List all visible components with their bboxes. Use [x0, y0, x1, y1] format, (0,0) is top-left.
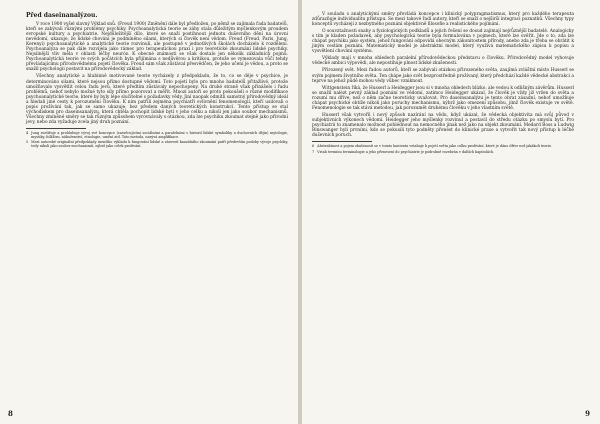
- paragraph: Přirozený svět. Mezi řadou autorů, kteří se zabývali otázkou přirozeného světa, zaujímá zvláštní místo Husserl se svým pojmem životního světa. Ten chápe jako svět bezprostředně prožívaný, který předchází každé vědecké abstrakci a teprve na jehož půdě mohou vědy vůbec vzniknout.: [312, 68, 574, 84]
- footnote-number: 7: [312, 149, 315, 154]
- page-number: 9: [585, 409, 590, 418]
- paragraph: V souladu s analytickými směry převládá koncepce i klinický polypragmatismus, který pro každého terapeuta zdůrazňuje individualitu přístupu. Se mezi takové řadí autory, kteří se snaží o nejširší integraci poznatků. Všechny typy konceptů vycházejí z nezbytného poznání objektivně filosofie a realistického pojímání.: [312, 12, 574, 28]
- footnote-number: 4: [26, 130, 29, 135]
- paragraph: Husserl však vytvořil i nový způsob nazírání na vědu, když ukázal, že vědecká objektivita má svůj původ v subjektivních výkonech vědomí. Heidegger jeho myšlenky rozvinul a postavil do středu otázku po smyslu bytí. Pro psychiatrii to znamenalo možnost pohlédnout na nemocného jinak než jako na objekt zkoumání. Medard Boss a Ludwig Binswanger byli prvními, kdo se pokusili tyto podněty přenést do klinické praxe a vytvořit tak nový přístup k léčbě duševních poruch.: [312, 112, 574, 139]
- left-page: [0, 0, 298, 424]
- footnote: [312, 144, 574, 148]
- right-page: [302, 0, 600, 424]
- paragraph: Všechny analytické a hlubinně motivované teorie vycházely z předpokladu, že to, co se děje v psychice, je determinováno silami, které nejsou přímo dostupné vědomí. Toto pojetí bylo pro mnoho badatelů přitažlivé, protože umožňovalo vysvětlit celou řadu jevů, které předtím zůstávaly nepochopeny. Na druhé straně však přinášelo i řadu problémů, neboť nebylo možné tyto síly přímo pozorovat a měřit. Mnozí autoři se proto pokoušeli o různé modifikace psychoanalytické teorie, které by byly lépe slučitelné s požadavky vědy. Jiní naopak odmítli samotný přírodovědný ideál a hledali jiné cesty k porozumění člověku. K nim patřili zejména psychiatři ovlivnění fenomenologií, kteří usilovali o popis prožívání tak, jak se samo ukazuje, bez předem daných teoretických konstrukcí. Tento přístup se stal východiskem pro daseinsanalýzu, která chtěla pochopit lidské bytí v jeho celku a nikoli jen jako soubor mechanismů. Všechny zmíněné směry se tak různým způsobem vyrovnávaly s otázkou, zda lze psychiku zkoumat stejně jako přírodní jevy, nebo zda vyžaduje zcela jiný druh poznání.: [26, 74, 288, 125]
- footnote: [26, 140, 288, 148]
- footnote-text: Mezi autorské originální předpoklady menšího výkladu k fungování lidské a zároveň kauzálního zkoumání patří především podoby vývoje psychiky, tedy nikoli jako soubor mechanismů, nýbrž jako celek prožívání.: [31, 140, 288, 149]
- page-number: 8: [8, 409, 13, 418]
- paragraph: Wittgenstein říká, že Husserl a Heidegger jsou si v mnoha ohledech blízko, ale vedou k odlišným závěrům. Husserl se snažil nalézt pevný základ poznání ve vědomí, zatímco Heidegger ukázal, že člověk je vždy již vržen do světa a rozumí mu dříve, než o něm začne teoreticky uvažovat. Pro daseinsanalýzu je tento obrat zásadní, neboť umožňuje chápat psychické obtíže nikoli jako poruchy mechanismu, nýbrž jako omezení způsobu, jímž člověk existuje ve světě. Fenomenologie se tak stává metodou, jak porozumět druhému člověku v jeho vlastním světě.: [312, 85, 574, 111]
- footnote-divider: [26, 128, 86, 129]
- paragraph: O souvztažnosti snahy a fyziologických podkladů a jejich řešení se dosud zajímají nejrůznější badatelé. Analogicky s tím je kladen požadavek, aby psychologická teorie byla formulována v pojmech, které lze ověřit. Jde o to, zda lze chápat psychiku jako systém, jehož fungování odpovídá obecným zákonitostem přírody, anebo zda je třeba se obrátit k jiným cestám poznání. Matematický model je abstraktní model, který využívá matematického zápisu k popisu a vysvětlení chování systému.: [312, 29, 574, 55]
- footnote-text: Jung rozšiřuje a prohlubuje vývoj své koncepce (zasvěcujícími sociálními a paralelními s historií lidské symboliky a duchovních dějin) mytologie, mystiky, folklóru, náboženství, etnologie, umění atd. Tato metoda, nazývá amplifikace.: [31, 130, 288, 139]
- paragraph: Výklady mají v mnoha ohledech paralelní přírodovědeckou představu o člověku. Přírodovědný model vyhovuje vědecké ambici výpovědi, ale nepostihuje plnost lidské zkušenosti.: [312, 56, 574, 67]
- footnote-divider: [312, 141, 372, 142]
- footnote: [26, 131, 288, 139]
- footnote-text: Abstraktnost a pojem zkušenosti se v tomto kontextu vztahuje k pojetí světa jako celku prožívání, které je dáno dříve než jakákoli teorie.: [317, 144, 553, 149]
- footnote: [312, 150, 574, 154]
- footnote-number: 6: [312, 144, 315, 149]
- paragraph: V roce 1900 vyšel slavný Výklad snů. (Freud 1900) Změnění dále byl předložen, po němž se zajímala řada badatelů, kteří se zabývali různými problémy psychiky. Psychoanalytická teorie se záhy stala důležitým myšlenkovým proudem evropské kultury a psychiatrie. Nejdůležitější dílo, které se snaží postihnout jednotu duševního dění na úrovni nevědomí, ukazuje, že lidské chování je podmíněno silami, kterých si člověk není vědom. Freud (Freud, Paris, Jung, Kerenyi) psychoanalytické a analytické teorie rozvinuli, ale postupně v jednotlivých školách docházelo k rozdělení. Psychoanalýza se pak dále rozvíjela jako rámec pro terapeutickou praxi i pro teoretické zkoumání lidské psychiky. Nejsilnější vliv měla v oblasti léčby neuróz. K obecné známosti se však dostalo jen několik základních pojmů. Psychoanalytická teorie ve svých počátcích byla přijímána s nedůvěrou a kritikou, protože se vymezovala vůči tehdy převládajícímu přírodovědnému pojetí člověka. Freud sám však zůstával přesvědčen, že jeho učení je vědou, a proto se snažil psychologii postavit na přírodovědecký základ.: [26, 22, 288, 73]
- footnote-text: Vztah termínu terminologie a jeho přenesení do psychiatrie je podrobně rozebrán v dalších kapitolách.: [317, 149, 495, 154]
- footnote-number: 5: [26, 140, 29, 145]
- section-heading: Před daseinanalýzou.: [26, 12, 98, 19]
